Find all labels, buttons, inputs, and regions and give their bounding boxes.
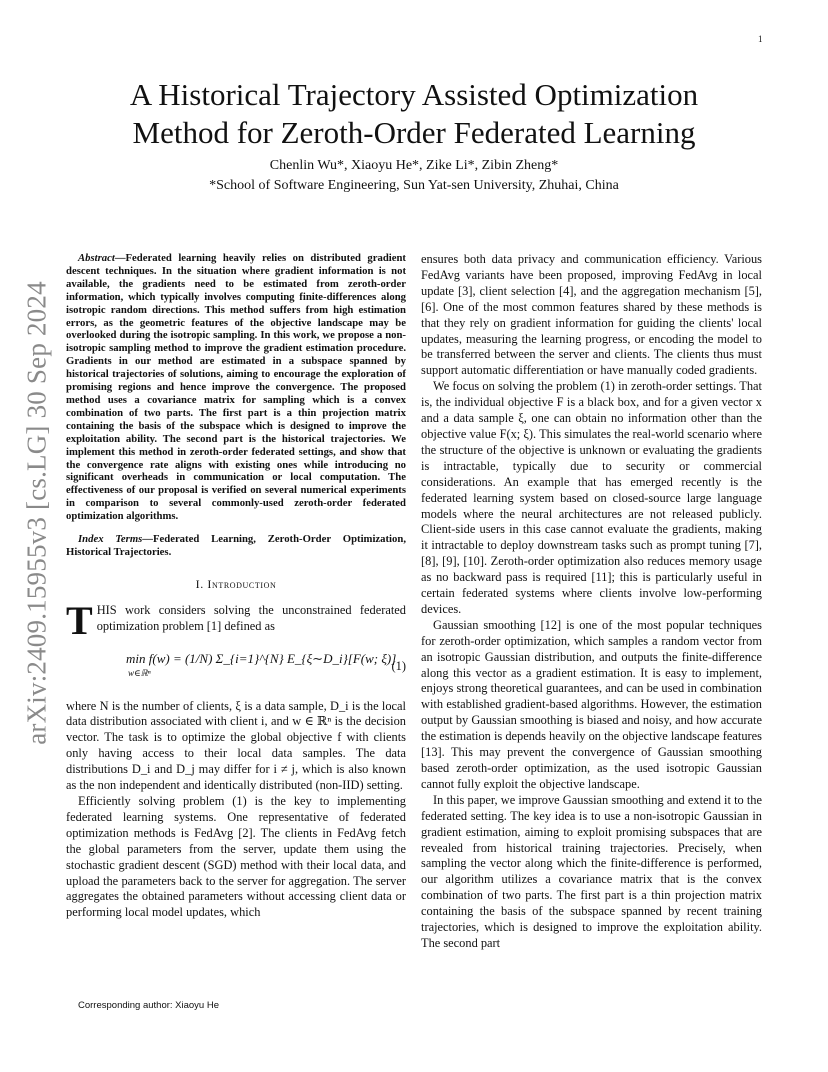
drop-cap: T [66, 597, 93, 643]
intro-paragraph-1 [66, 597, 406, 643]
equation-1 [66, 641, 406, 693]
right-paragraph-1: ensures both data privacy and communication efficiency. Various FedAvg variants have been proposed, improving FedAvg in local update [3], client selection [4], and the aggregation mechanism [5], [6]. One of the most common features shared by these methods is that they rely on gradient information for guiding the clients' local updates, measuring the learning progress, or encoding the model to be transferred between the server and clients. The clients thus must support automatic differentiation or have manually coded gradients. [421, 252, 762, 378]
right-paragraph-3: Gaussian smoothing [12] is one of the most popular techniques for zeroth-order optimization, which samples a random vector from an isotropic Gaussian distribution, and outputs the finite-difference along this vector as a gradient estimation. It is easy to implement, enjoys strong theoretical guarantees, and can be used in combination with established gradient-based algorithms. However, the estimation output by Gaussian smoothing is biased and noisy, and how accurate the estimation is depends heavily on the objective landscape features [13]. This may prevent the convergence of Gaussian smoothing based zeroth-order optimization, as the used isotropic Gaussian cannot fully exploit the objective landscape. [421, 617, 762, 791]
left-column [66, 252, 406, 921]
affiliation: *School of Software Engineering, Sun Yat-sen University, Zhuhai, China [209, 178, 619, 193]
index-terms [66, 533, 406, 559]
equation-formula [126, 651, 396, 683]
right-paragraph-4: In this paper, we improve Gaussian smoothing and extend it to the federated setting. The key idea is to use a non-isotropic Gaussian in gradient estimation, aiming to exploit promising subspaces that are revealed from historical training trajectories. Precisely, when sampling the vector along which the finite-difference is performed, our algorithm utilizes a covariance matrix that is the convex combination of two parts. The first part is a thin projection matrix containing the basis of the subspace spanned by recent training trajectories, which is designed to improve the exploitation ability. The second part [421, 792, 762, 950]
equation-number: (1) [391, 658, 406, 673]
footnote: Corresponding author: Xiaoyu He [78, 1000, 220, 1011]
paper-title [60, 76, 768, 152]
abstract-text: —Federated learning heavily relies on distributed gradient descent techniques. In the situation where gradient information is not available, the gradients need to be estimated from zeroth-order information, which typically involves computing finite-differences along isotropic random directions. This method suffers from high estimation errors, as the geometric features of the objective landscape may be overlooked during the isotropic sampling. In this work, we propose a non-isotropic sampling method to improve the gradient estimation procedure. Gradients in our method are estimated in a subspace spanned by historical trajectories of solutions, aiming to encourage the exploration of promising regions and hence improve the convergence. The proposed method uses a covariance matrix for sampling which is a convex combination of two parts. The first part is a thin projection matrix containing the basis of the subspace which is designed to improve the exploitation ability. The second part is the historical trajectories. We implement this method in zeroth-order federated settings, and show that the convergence rate aligns with existing ones while introducing no significant overheads in communication or local computation. The effectiveness of our proposal is verified on several numerical experiments in comparison to several commonly-used zeroth-order federated optimization algorithms. [66, 252, 406, 523]
intro-paragraph-3: Efficiently solving problem (1) is the key to implementing federated learning systems. One representative of federated optimization methods is FedAvg [2]. The clients in FedAvg fetch the global parameters from the server, update them using the stochastic gradient descent (SGD) method with their local data, and upload the parameters back to the server for aggregation. The server aggregates the obtained parameters without accessing client data or performing local model updates, which [66, 794, 406, 920]
title-line-1: A Historical Trajectory Assisted Optimization [129, 77, 699, 112]
page-number: 1 [758, 34, 763, 44]
arxiv-stamp-text: arXiv:2409.15955v3 [cs.LG] 30 Sep 2024 [21, 281, 52, 745]
index-terms-text: —Federated Learning, Zeroth-Order Optimization, Historical Trajectories. [66, 533, 406, 558]
author-list: Chenlin Wu*, Xiaoyu He*, Zike Li*, Zibin Zheng* [269, 158, 559, 173]
abstract-lead: Abstract [78, 252, 115, 264]
equation-subscript: w∈ℝⁿ [128, 668, 151, 679]
intro-paragraph-2: where N is the number of clients, ξ is a data sample, D_i is the local data distribution associated with client i, and w ∈ ℝⁿ is the decision vector. The task is to optimize the global objective f with clients only having access to their local data samples. The data distributions D_i and D_j may differ for i ≠ j, which is also known as the non independent and identically distributed (non-IID) setting. [66, 698, 406, 793]
right-column [421, 252, 762, 952]
section-heading: I. Introduction [195, 576, 277, 591]
intro-paragraph-1-text: HIS work considers solving the unconstrained federated optimization problem [1] defined as [96, 602, 406, 633]
abstract [66, 252, 406, 523]
equation-text: min f(w) = (1/N) Σ_{i=1}^{N} E_{ξ∼D_i}[F(w; ξ)] [126, 650, 397, 666]
right-paragraph-2: We focus on solving the problem (1) in zeroth-order settings. That is, the individual objective F is a black box, and for a given vector x and a data sample ξ, one can obtain no information other than the objective value F(x; ξ). This simulates the real-world scenario where the structure of the objective is unknown or evaluating the gradients is intractable, typically due to security or commercial considerations. An example that has emerged recently is the federated learning system based on closed-source large language models where the neural architectures are not released publicly. Client-side users in this case cannot evaluate the gradients, making it intractable to deploy downstream tasks such as prompt tuning [7], [8], [9], [10]. Zeroth-order optimization also reduces memory usage as no backward pass is required [11]; this is particularly useful in certain federated systems where clients involve low-performing devices. [421, 379, 762, 616]
index-terms-lead: Index Terms [78, 533, 143, 546]
title-line-2: Method for Zeroth-Order Federated Learning [132, 115, 696, 150]
arxiv-stamp [14, 281, 60, 745]
